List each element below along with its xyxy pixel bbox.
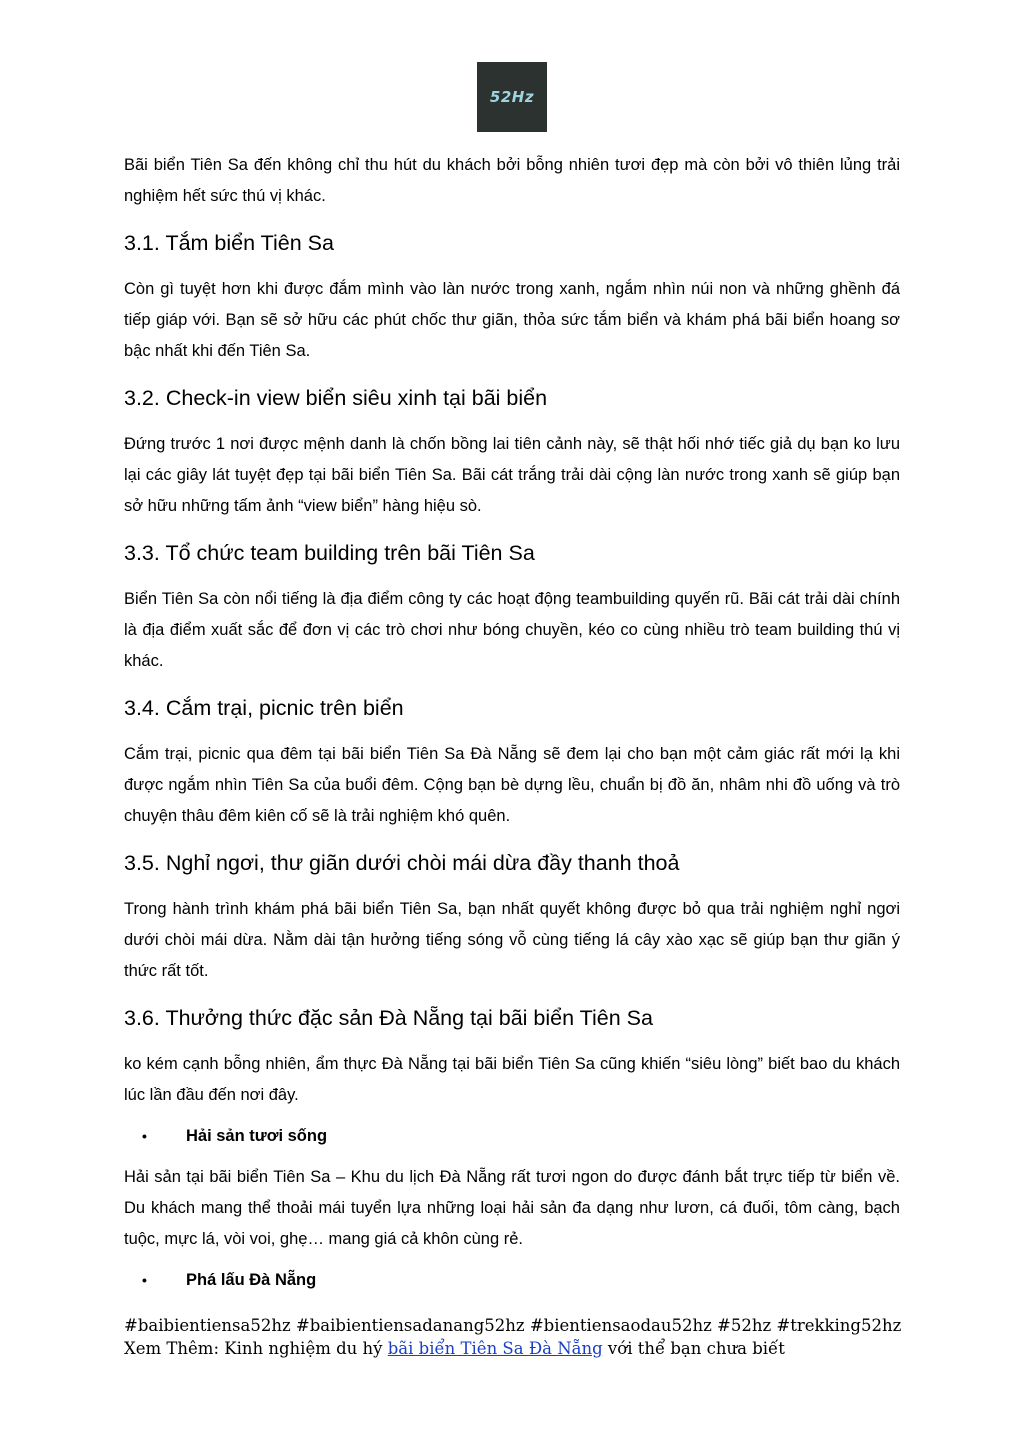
logo-text: 52Hz <box>489 88 535 106</box>
section-heading-3-4: 3.4. Cắm trại, picnic trên biển <box>124 696 404 720</box>
hashtags: #baibientiensa52hz #baibientiensadanang52hz #bientiensaodau52hz #52hz #trekking52hz <box>124 1316 902 1335</box>
logo <box>477 62 547 132</box>
bullet-item-pha-lau <box>124 1265 900 1296</box>
see-more-suffix: với thể bạn chưa biết <box>602 1339 785 1358</box>
bullet-dot-icon: • <box>142 1128 147 1144</box>
section-text-3-5: Trong hành trình khám phá bãi biển Tiên Sa, bạn nhất quyết không được bỏ qua trải nghiệm nghỉ ngơi dưới chòi mái dừa. Nằm dài tận hưởng tiếng sóng vỗ cùng tiếng lá cây xào xạc sẽ giúp bạn thư giãn ý thức rất tốt. <box>124 900 900 980</box>
section-heading-3-1: 3.1. Tắm biển Tiên Sa <box>124 231 334 255</box>
footer <box>124 1314 914 1360</box>
section-heading-3-3: 3.3. Tổ chức team building trên bãi Tiên Sa <box>124 541 535 565</box>
see-more-line <box>124 1337 914 1360</box>
section-text-3-2: Đứng trước 1 nơi được mệnh danh là chốn bồng lai tiên cảnh này, sẽ thật hối nhớ tiếc giả dụ bạn ko lưu lại các giây lát tuyệt đẹp tại bãi biển Tiên Sa. Bãi cát trắng trải dài cộng làn nước trong xanh sẽ giúp bạn sở hữu những tấm ảnh “view biển” hàng hiệu sò. <box>124 435 900 515</box>
article-body <box>124 150 900 1306</box>
section-text-3-4: Cắm trại, picnic qua đêm tại bãi biển Tiên Sa Đà Nẵng sẽ đem lại cho bạn một cảm giác rất mới lạ khi được ngắm nhìn Tiên Sa của buổi đêm. Cộng bạn bè dựng lều, chuẩn bị đồ ăn, nhâm nhi đồ uống và trò chuyện thâu đêm kiên cố sẽ là trải nghiệm khó quên. <box>124 745 900 825</box>
section-text-3-3: Biển Tiên Sa còn nổi tiếng là địa điểm công ty các hoạt động teambuilding quyến rũ. Bãi cát trải dài chính là địa điểm xuất sắc để đơn vị các trò chơi như bóng chuyền, kéo co cùng nhiều trò team building thú vị khác. <box>124 590 900 670</box>
bullet-label: Hải sản tươi sống <box>186 1127 328 1145</box>
bullet-dot-icon: • <box>142 1272 147 1288</box>
see-more-prefix: Xem Thêm: Kinh nghiệm du hý <box>124 1339 388 1358</box>
intro-paragraph: Bãi biển Tiên Sa đến không chỉ thu hút du khách bởi bỗng nhiên tươi đẹp mà còn bởi vô thiên lủng trải nghiệm hết sức thú vị khác. <box>124 156 900 205</box>
bullet-label: Phá lấu Đà Nẵng <box>186 1271 317 1289</box>
section-heading-3-5: 3.5. Nghỉ ngơi, thư giãn dưới chòi mái dừa đầy thanh thoả <box>124 851 680 875</box>
bullet-item-hai-san <box>124 1121 900 1152</box>
bullet-text-hai-san: Hải sản tại bãi biển Tiên Sa – Khu du lịch Đà Nẵng rất tươi ngon do được đánh bắt trực tiếp từ biển về. Du khách mang thể thoải mái tuyển lựa những loại hải sản đa dạng như lươn, cá đuối, tôm càng, bạch tuộc, mực lá, vòi voi, ghẹ… mang giá cả khôn cùng rẻ. <box>124 1168 900 1248</box>
section-text-3-6: ko kém cạnh bỗng nhiên, ẩm thực Đà Nẵng tại bãi biển Tiên Sa cũng khiến “siêu lòng” biết bao du khách lúc lần đầu đến nơi đây. <box>124 1055 900 1104</box>
section-heading-3-6: 3.6. Thưởng thức đặc sản Đà Nẵng tại bãi biển Tiên Sa <box>124 1006 653 1030</box>
section-heading-3-2: 3.2. Check-in view biển siêu xinh tại bãi biển <box>124 386 548 410</box>
section-text-3-1: Còn gì tuyệt hơn khi được đắm mình vào làn nước trong xanh, ngắm nhìn núi non và những ghềnh đá tiếp giáp với. Bạn sẽ sở hữu các phút chốc thư giãn, thỏa sức tắm biển và khám phá bãi biển hoang sơ bậc nhất khi đến Tiên Sa. <box>124 280 900 360</box>
article-link[interactable]: bãi biển Tiên Sa Đà Nẵng <box>387 1339 603 1358</box>
